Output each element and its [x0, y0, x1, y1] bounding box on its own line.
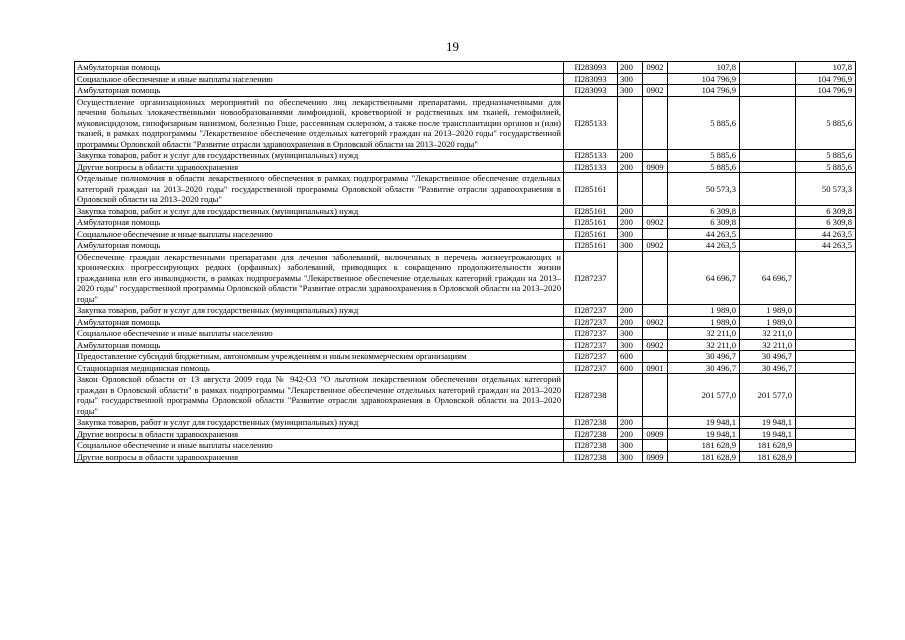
row-expense-type: 200 — [618, 161, 643, 173]
row-value-1 — [740, 228, 796, 240]
row-section — [643, 96, 668, 150]
row-expense-type — [618, 374, 643, 417]
row-value-1: 1 989,0 — [740, 316, 796, 328]
row-section — [643, 150, 668, 162]
row-section — [643, 251, 668, 305]
row-value-2: 50 573,3 — [796, 173, 856, 206]
row-code: П285161 — [564, 217, 618, 229]
row-total: 181 628,9 — [668, 440, 740, 452]
table-row — [75, 161, 856, 173]
table-row — [75, 251, 856, 305]
row-value-2: 104 796,9 — [796, 73, 856, 85]
row-value-1 — [740, 73, 796, 85]
table-row — [75, 328, 856, 340]
row-expense-type — [618, 173, 643, 206]
table-row — [75, 205, 856, 217]
row-value-1: 19 948,1 — [740, 417, 796, 429]
row-name: Другие вопросы в области здравоохранения — [75, 428, 564, 440]
row-value-2 — [796, 451, 856, 463]
row-value-2: 5 885,6 — [796, 150, 856, 162]
row-expense-type: 200 — [618, 316, 643, 328]
table-row — [75, 428, 856, 440]
row-total: 104 796,9 — [668, 85, 740, 97]
table-row — [75, 240, 856, 252]
row-total: 6 309,8 — [668, 217, 740, 229]
row-expense-type: 300 — [618, 228, 643, 240]
row-name: Амбулаторная помощь — [75, 339, 564, 351]
row-value-2 — [796, 351, 856, 363]
row-code: П285133 — [564, 150, 618, 162]
row-total: 5 885,6 — [668, 161, 740, 173]
row-code: П283093 — [564, 85, 618, 97]
table-row — [75, 440, 856, 452]
row-code: П287237 — [564, 362, 618, 374]
table-row — [75, 339, 856, 351]
row-name: Социальное обеспечение и иные выплаты населению — [75, 228, 564, 240]
row-code: П287238 — [564, 374, 618, 417]
row-value-1: 30 496,7 — [740, 351, 796, 363]
table-row — [75, 316, 856, 328]
table-row — [75, 451, 856, 463]
row-name: Амбулаторная помощь — [75, 85, 564, 97]
row-name: Амбулаторная помощь — [75, 62, 564, 74]
row-total: 5 885,6 — [668, 96, 740, 150]
table-row — [75, 96, 856, 150]
row-section: 0901 — [643, 362, 668, 374]
row-total: 6 309,8 — [668, 205, 740, 217]
row-value-1 — [740, 240, 796, 252]
row-code: П287237 — [564, 251, 618, 305]
row-value-2: 5 885,6 — [796, 161, 856, 173]
row-name: Стационарная медицинская помощь — [75, 362, 564, 374]
row-name: Закупка товаров, работ и услуг для государственных (муниципальных) нужд — [75, 417, 564, 429]
row-value-2 — [796, 374, 856, 417]
row-value-1: 181 628,9 — [740, 440, 796, 452]
row-expense-type: 300 — [618, 339, 643, 351]
row-name: Социальное обеспечение и иные выплаты населению — [75, 328, 564, 340]
row-value-2: 6 309,8 — [796, 205, 856, 217]
row-value-2: 104 796,9 — [796, 85, 856, 97]
row-expense-type: 200 — [618, 305, 643, 317]
row-section — [643, 374, 668, 417]
row-value-1: 19 948,1 — [740, 428, 796, 440]
row-total: 104 796,9 — [668, 73, 740, 85]
row-section — [643, 73, 668, 85]
row-name: Амбулаторная помощь — [75, 316, 564, 328]
row-value-2 — [796, 339, 856, 351]
row-section — [643, 305, 668, 317]
row-value-1: 181 628,9 — [740, 451, 796, 463]
row-total: 30 496,7 — [668, 351, 740, 363]
row-total: 44 263,5 — [668, 240, 740, 252]
row-code: П285161 — [564, 205, 618, 217]
row-code: П287237 — [564, 316, 618, 328]
row-value-2 — [796, 428, 856, 440]
row-value-1: 201 577,0 — [740, 374, 796, 417]
row-total: 181 628,9 — [668, 451, 740, 463]
row-section — [643, 351, 668, 363]
row-expense-type: 300 — [618, 451, 643, 463]
table-row — [75, 73, 856, 85]
row-section: 0902 — [643, 85, 668, 97]
row-total: 1 989,0 — [668, 316, 740, 328]
row-expense-type: 300 — [618, 328, 643, 340]
row-total: 64 696,7 — [668, 251, 740, 305]
table-row — [75, 374, 856, 417]
row-name: Закупка товаров, работ и услуг для государственных (муниципальных) нужд — [75, 150, 564, 162]
row-expense-type: 200 — [618, 217, 643, 229]
row-section — [643, 173, 668, 206]
table-row — [75, 150, 856, 162]
row-expense-type: 300 — [618, 240, 643, 252]
row-value-1 — [740, 62, 796, 74]
row-name: Социальное обеспечение и иные выплаты населению — [75, 440, 564, 452]
table-row — [75, 417, 856, 429]
row-expense-type: 600 — [618, 351, 643, 363]
row-value-1: 32 211,0 — [740, 328, 796, 340]
row-value-2: 6 309,8 — [796, 217, 856, 229]
row-section — [643, 328, 668, 340]
row-code: П285133 — [564, 96, 618, 150]
row-value-2 — [796, 316, 856, 328]
row-name: Обеспечение граждан лекарственными препаратами для лечения заболеваний, включенных в перечень жизнеугрожающих и хронических прогрессирующих редких (орфанных) заболеваний, приводящих к сокращению продолжительности жизни гражданина или его инвалидности, в рамках подпрограммы "Лекарственное обеспечение отдельных категорий граждан на 2013–2020 годы" государственной программы Орловской области "Развитие отрасли здравоохранения в Орловской области на 2013–2020 годы" — [75, 251, 564, 305]
row-value-1 — [740, 96, 796, 150]
row-value-1 — [740, 150, 796, 162]
row-name: Амбулаторная помощь — [75, 217, 564, 229]
row-code: П287237 — [564, 328, 618, 340]
row-code: П285161 — [564, 173, 618, 206]
row-section: 0909 — [643, 428, 668, 440]
row-code: П285161 — [564, 228, 618, 240]
page-number: 19 — [446, 39, 459, 54]
row-total: 107,8 — [668, 62, 740, 74]
table-row — [75, 173, 856, 206]
row-code: П287238 — [564, 428, 618, 440]
row-value-2 — [796, 251, 856, 305]
row-value-2 — [796, 305, 856, 317]
row-total: 44 263,5 — [668, 228, 740, 240]
row-code: П285133 — [564, 161, 618, 173]
table-row — [75, 62, 856, 74]
row-total: 201 577,0 — [668, 374, 740, 417]
row-name: Осуществление организационных мероприятий по обеспечению лиц лекарственными препаратами, предназначенными для лечения больных злокачественными новообразованиями лимфоидной, кроветворной и родственных им тканей, гемофилией, муковисцидозом, гипофизарным нанизмом, болезнью Гоше, рассеянным склерозом, а также после трансплантации органов и (или) тканей, в рамках подпрограммы "Лекарственное обеспечение отдельных категорий граждан на 2013–2020 годы" государственной программы Орловской области "Развитие отрасли здравоохранения в Орловской области на 2013–2020 годы" — [75, 96, 564, 150]
row-code: П285161 — [564, 240, 618, 252]
row-expense-type: 200 — [618, 150, 643, 162]
row-value-1: 32 211,0 — [740, 339, 796, 351]
row-expense-type: 200 — [618, 205, 643, 217]
row-value-2: 107,8 — [796, 62, 856, 74]
row-value-2: 5 885,6 — [796, 96, 856, 150]
row-value-2 — [796, 362, 856, 374]
table-row — [75, 351, 856, 363]
row-value-1 — [740, 217, 796, 229]
row-name: Социальное обеспечение и иные выплаты населению — [75, 73, 564, 85]
row-section: 0902 — [643, 62, 668, 74]
row-code: П283093 — [564, 73, 618, 85]
row-total: 32 211,0 — [668, 328, 740, 340]
table-row — [75, 217, 856, 229]
row-code: П287237 — [564, 351, 618, 363]
row-value-2: 44 263,5 — [796, 228, 856, 240]
row-expense-type: 300 — [618, 85, 643, 97]
table-row — [75, 362, 856, 374]
row-total: 19 948,1 — [668, 428, 740, 440]
row-value-2: 44 263,5 — [796, 240, 856, 252]
row-name: Другие вопросы в области здравоохранения — [75, 161, 564, 173]
table-row — [75, 228, 856, 240]
row-value-2 — [796, 328, 856, 340]
row-expense-type — [618, 96, 643, 150]
row-expense-type: 200 — [618, 417, 643, 429]
row-section: 0909 — [643, 161, 668, 173]
row-value-1 — [740, 161, 796, 173]
row-total: 5 885,6 — [668, 150, 740, 162]
row-value-1 — [740, 85, 796, 97]
row-name: Амбулаторная помощь — [75, 240, 564, 252]
row-value-1 — [740, 205, 796, 217]
row-value-1 — [740, 173, 796, 206]
row-code: П283093 — [564, 62, 618, 74]
row-section — [643, 205, 668, 217]
row-total: 19 948,1 — [668, 417, 740, 429]
row-expense-type — [618, 251, 643, 305]
row-name: Закупка товаров, работ и услуг для государственных (муниципальных) нужд — [75, 305, 564, 317]
row-value-1: 64 696,7 — [740, 251, 796, 305]
table-body — [75, 62, 856, 463]
budget-table — [74, 61, 856, 463]
row-value-1: 30 496,7 — [740, 362, 796, 374]
row-code: П287237 — [564, 305, 618, 317]
row-expense-type: 600 — [618, 362, 643, 374]
row-section: 0902 — [643, 240, 668, 252]
row-code: П287238 — [564, 417, 618, 429]
row-section: 0902 — [643, 339, 668, 351]
row-expense-type: 300 — [618, 440, 643, 452]
row-code: П287238 — [564, 451, 618, 463]
row-name: Другие вопросы в области здравоохранения — [75, 451, 564, 463]
row-section: 0902 — [643, 316, 668, 328]
row-section — [643, 417, 668, 429]
row-name: Отдельные полномочия в области лекарственного обеспечения в рамках подпрограммы "Лекарственное обеспечение отдельных категорий граждан на 2013–2020 годы" государственной программы Орловской области "Развитие отрасли здравоохранения в Орловской области на 2013–2020 годы" — [75, 173, 564, 206]
row-code: П287237 — [564, 339, 618, 351]
row-total: 1 989,0 — [668, 305, 740, 317]
row-code: П287238 — [564, 440, 618, 452]
row-expense-type: 200 — [618, 428, 643, 440]
row-expense-type: 300 — [618, 73, 643, 85]
row-total: 30 496,7 — [668, 362, 740, 374]
table-row — [75, 305, 856, 317]
row-name: Закупка товаров, работ и услуг для государственных (муниципальных) нужд — [75, 205, 564, 217]
row-total: 32 211,0 — [668, 339, 740, 351]
table-row — [75, 85, 856, 97]
row-section: 0909 — [643, 451, 668, 463]
row-value-1: 1 989,0 — [740, 305, 796, 317]
row-name: Закон Орловской области от 13 августа 2009 года № 942-ОЗ "О льготном лекарственном обеспечении отдельных категорий граждан в Орловской области" в рамках подпрограммы "Лекарственное обеспечение отдельных категорий граждан на 2013–2020 годы" государственной программы Орловской области "Развитие отрасли здравоохранения в Орловской области на 2013–2020 годы" — [75, 374, 564, 417]
row-section — [643, 228, 668, 240]
row-value-2 — [796, 440, 856, 452]
row-name: Предоставление субсидий бюджетным, автономным учреждениям и иным некоммерческим организациям — [75, 351, 564, 363]
row-section: 0902 — [643, 217, 668, 229]
row-section — [643, 440, 668, 452]
row-expense-type: 200 — [618, 62, 643, 74]
row-total: 50 573,3 — [668, 173, 740, 206]
row-value-2 — [796, 417, 856, 429]
